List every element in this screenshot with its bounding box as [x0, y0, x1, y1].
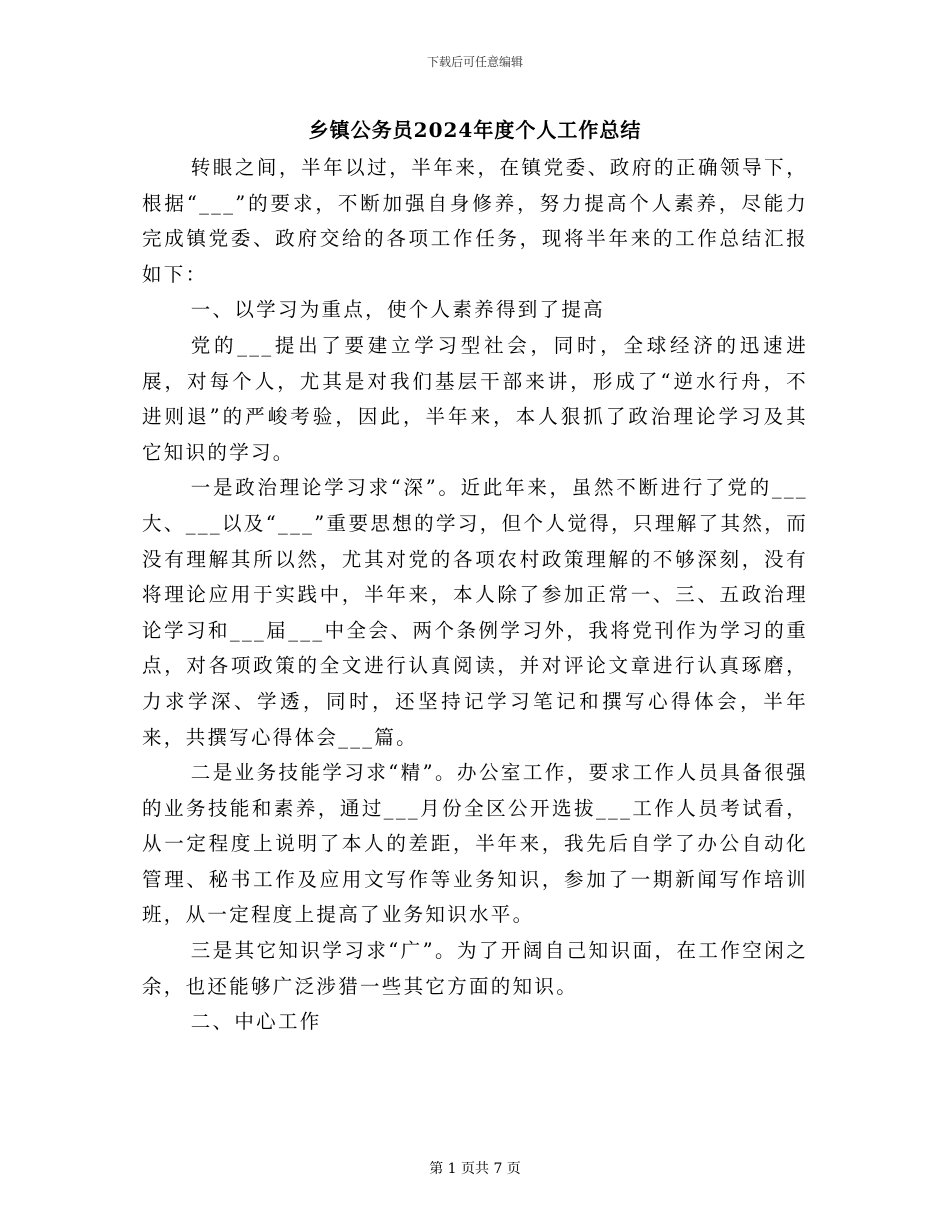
- paragraph-intro: 转眼之间，半年以过，半年来，在镇党委、政府的正确领导下，根据“___”的要求，不断加强自身修养，努力提高个人素养，尽能力完成镇党委、政府交给的各项工作任务，现将半年来的工作总结汇报如下：: [142, 156, 808, 286]
- document-title: 乡镇公务员2024年度个人工作总结: [308, 118, 642, 142]
- page-number: 第 1 页共 7 页: [429, 1161, 521, 1177]
- paragraph-study-overview: 党的___提出了要建立学习型社会，同时，全球经济的迅速进展，对每个人，尤其是对我们基层干部来讲，形成了“逆水行舟，不进则退”的严峻考验，因此，半年来，本人狠抓了政治理论学习及其它知识的学习。: [142, 333, 808, 464]
- header-note: 下载后可任意编辑: [426, 55, 523, 69]
- paragraph-business-skills: 二是业务技能学习求“精”。办公室工作，要求工作人员具备很强的业务技能和素养，通过___月份全区公开选拔___工作人员考试看，从一定程度上说明了本人的差距，半年来，我先后自学了办公自动化管理、秘书工作及应用文写作等业务知识，参加了一期新闻写作培训班，从一定程度上提高了业务知识水平。: [142, 761, 808, 927]
- paragraph-other-knowledge: 三是其它知识学习求“广”。为了开阔自己知识面，在工作空闲之余，也还能够广泛涉猎一些其它方面的知识。: [142, 939, 808, 998]
- document-body: [142, 150, 808, 1040]
- paragraph-political-theory: 一是政治理论学习求“深”。近此年来，虽然不断进行了党的___大、___以及“___”重要思想的学习，但个人觉得，只理解了其然，而没有理解其所以然，尤其对党的各项农村政策理解的不够深刻，没有将理论应用于实践中，半年来，本人除了参加正常一、三、五政治理论学习和___届___中全会、两个条例学习外，我将党刊作为学习的重点，对各项政策的全文进行认真阅读，并对评论文章进行认真琢磨，力求学深、学透，同时，还坚持记学习笔记和撰写心得体会，半年来，共撰写心得体会___篇。: [142, 476, 808, 749]
- section-heading-central-work: 二、中心工作: [190, 1010, 322, 1034]
- section-heading-study: 一、以学习为重点，使个人素养得到了提高: [190, 298, 605, 322]
